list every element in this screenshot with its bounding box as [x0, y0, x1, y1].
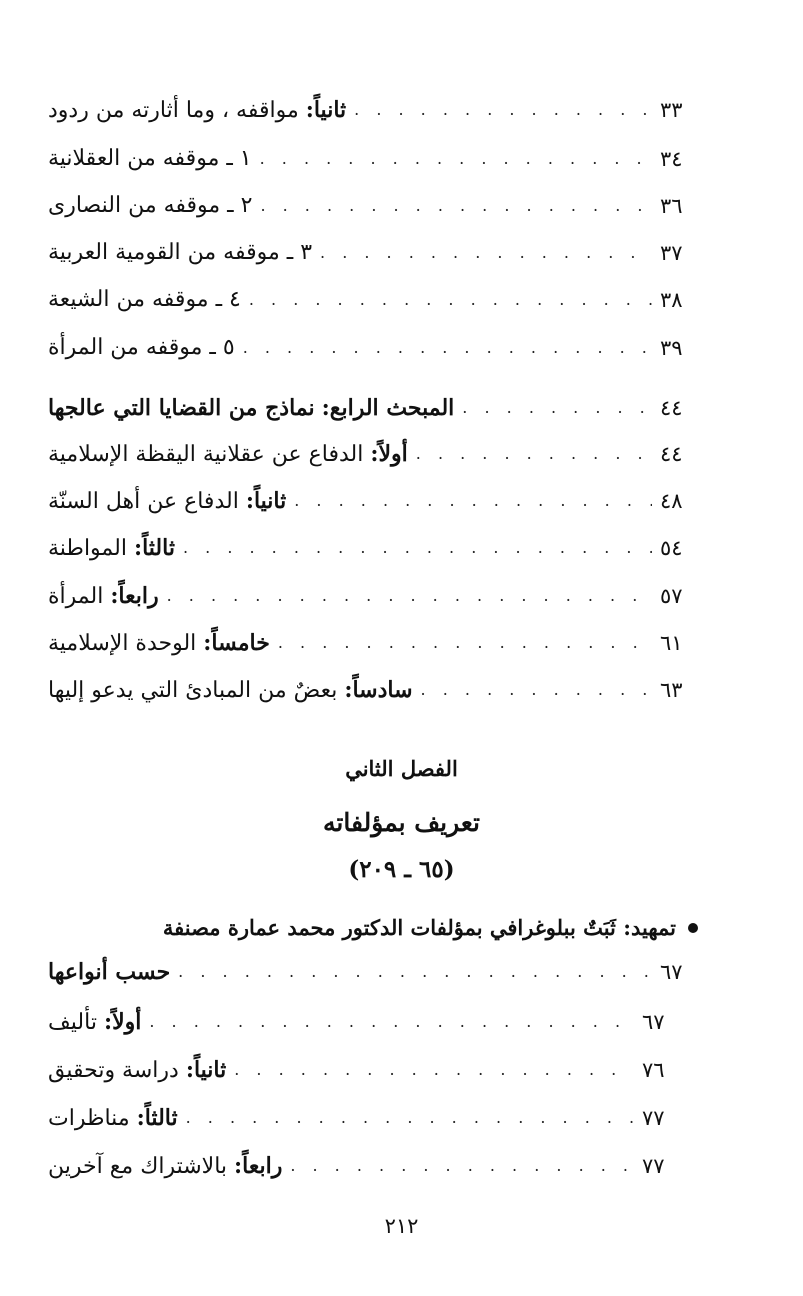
toc-page: ٥٧	[660, 584, 683, 608]
toc-page: ٦٧	[642, 1010, 665, 1034]
toc-text: دراسة وتحقيق	[48, 1057, 179, 1083]
toc-label: سادساً:	[344, 676, 413, 703]
dot-leader	[260, 139, 652, 179]
toc-text: الدفاع عن أهل السنّة	[48, 488, 239, 514]
chapter-page-range: (٦٥ ـ ٢٠٩)	[348, 856, 455, 883]
dot-leader	[149, 1002, 634, 1042]
toc-page: ٦٧	[660, 960, 683, 984]
toc-page: ٤٤	[660, 396, 683, 420]
toc-label: رابعاً:	[234, 1152, 283, 1179]
dot-leader	[234, 1050, 634, 1090]
toc-entry	[48, 576, 696, 616]
dot-leader	[462, 388, 652, 428]
toc-page: ٧٧	[642, 1106, 665, 1130]
chapter-subtitle: تعريف بمؤلفاته	[323, 808, 480, 837]
toc-entry	[48, 328, 696, 368]
toc-page: ٣٦	[660, 194, 683, 218]
toc-entry	[48, 186, 696, 226]
toc-text: مواقفه ، وما أثارته من ردود	[48, 97, 299, 123]
toc-label: خامساً:	[203, 629, 270, 656]
toc-page: ٧٦	[642, 1058, 665, 1082]
toc-text: ١ ـ موقفه من العقلانية	[48, 146, 252, 171]
toc-page: ٣٤	[660, 147, 683, 171]
toc-section-entry	[48, 388, 696, 428]
toc-label: أولاً:	[370, 440, 408, 467]
page-number: ٢١٢	[384, 1214, 419, 1238]
toc-entry	[48, 481, 696, 521]
toc-page: ٣٨	[660, 288, 683, 312]
toc-entry	[48, 1146, 678, 1186]
toc-entry	[48, 434, 696, 474]
intro-label: تمهيد:	[623, 915, 676, 940]
dot-leader	[260, 186, 652, 226]
toc-text: بالاشتراك مع آخرين	[48, 1153, 228, 1179]
toc-label: ثالثاً:	[133, 534, 175, 561]
dot-leader	[320, 233, 652, 273]
toc-entry	[48, 670, 696, 710]
toc-entry	[48, 233, 696, 273]
toc-text: ٣ ـ موقفه من القومية العربية	[48, 240, 313, 265]
toc-label: المبحث الرابع:	[321, 394, 455, 421]
toc-entry	[48, 1098, 678, 1138]
toc-label: رابعاً:	[110, 582, 159, 609]
bullet-icon	[688, 923, 698, 933]
toc-text: تأليف	[48, 1009, 97, 1035]
toc-page: ٦٣	[660, 678, 683, 702]
dot-leader	[421, 670, 652, 710]
toc-text: مناظرات	[48, 1105, 130, 1131]
toc-entry	[48, 1050, 678, 1090]
dot-leader	[354, 90, 652, 130]
dot-leader	[416, 434, 652, 474]
toc-entry	[48, 280, 696, 320]
dot-leader	[183, 528, 652, 568]
toc-text: ٤ ـ موقفه من الشيعة	[48, 287, 241, 312]
toc-text: المواطنة	[48, 535, 127, 561]
dot-leader	[290, 1146, 634, 1186]
toc-text: المرأة	[48, 583, 104, 609]
toc-text: الوحدة الإسلامية	[48, 630, 197, 656]
dot-leader	[186, 1098, 634, 1138]
toc-label: أولاً:	[103, 1008, 142, 1035]
toc-text: بعضٌ من المبادئ التي يدعو إليها	[48, 677, 338, 703]
toc-label: ثانياً:	[185, 1056, 227, 1083]
toc-page: ٤٤	[660, 442, 683, 466]
toc-label: ثانياً:	[305, 96, 347, 123]
dot-leader	[167, 576, 652, 616]
intro-entry	[80, 908, 698, 948]
toc-page: ٧٧	[642, 1154, 665, 1178]
toc-page: ٦١	[660, 631, 683, 655]
toc-page: ٣٩	[660, 336, 683, 360]
toc-entry	[48, 90, 696, 130]
dot-leader	[178, 952, 652, 992]
dot-leader	[249, 280, 652, 320]
toc-label: ثالثاً:	[136, 1104, 178, 1131]
toc-entry	[48, 952, 696, 992]
intro-text-continued: حسب أنواعها	[48, 959, 171, 985]
chapter-heading: الفصل الثاني	[345, 756, 458, 781]
toc-text: ٥ ـ موقفه من المرأة	[48, 335, 235, 360]
toc-page: ٣٣	[660, 98, 683, 122]
dot-leader	[278, 623, 652, 663]
toc-entry	[48, 139, 696, 179]
toc-page: ٥٤	[660, 536, 683, 560]
toc-entry	[48, 528, 696, 568]
toc-entry	[48, 1002, 678, 1042]
toc-page: ٣٧	[660, 241, 683, 265]
toc-label: ثانياً:	[245, 487, 287, 514]
dot-leader	[243, 328, 652, 368]
toc-text: الدفاع عن عقلانية اليقظة الإسلامية	[48, 441, 364, 467]
dot-leader	[294, 481, 652, 521]
toc-text: نماذج من القضايا التي عالجها	[48, 394, 315, 421]
intro-text: ثَبَتٌ ببلوغرافي بمؤلفات الدكتور محمد عمارة مصنفة	[162, 915, 616, 940]
toc-text: ٢ ـ موقفه من النصارى	[48, 193, 253, 218]
toc-page: ٤٨	[660, 489, 683, 513]
toc-entry	[48, 623, 696, 663]
